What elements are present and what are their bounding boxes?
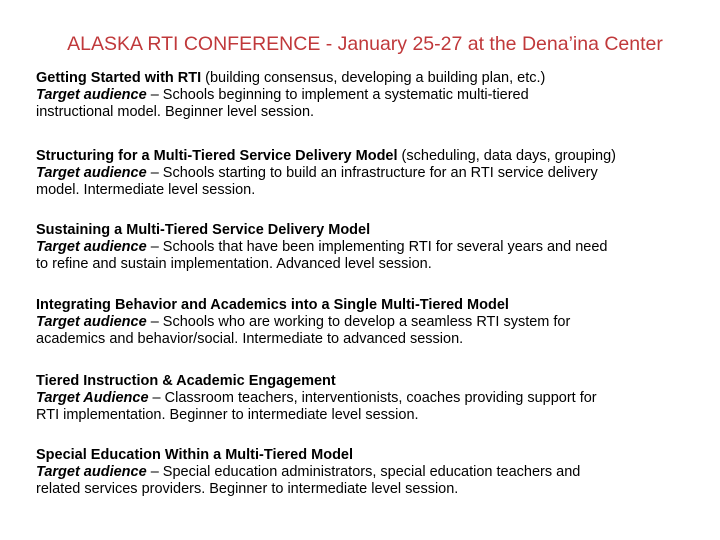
session-item <box>36 70 696 121</box>
audience-text-continued: model. Intermediate level session. <box>36 182 256 198</box>
session-heading <box>36 373 696 390</box>
session-item <box>36 447 696 498</box>
audience-label: Target audience <box>36 239 147 255</box>
audience-text-continued: to refine and sustain implementation. Advanced level session. <box>36 256 432 272</box>
audience-text: – Classroom teachers, interventionists, coaches providing support for <box>148 390 597 406</box>
session-name: Tiered Instruction & Academic Engagement <box>36 373 336 389</box>
session-item <box>36 373 696 424</box>
audience-label: Target audience <box>36 87 147 103</box>
session-audience <box>36 87 696 104</box>
audience-text-continued: RTI implementation. Beginner to intermediate level session. <box>36 407 419 423</box>
session-name: Sustaining a Multi-Tiered Service Delivery Model <box>36 222 371 238</box>
session-item <box>36 222 696 273</box>
session-item <box>36 148 696 199</box>
session-heading <box>36 297 696 314</box>
audience-text-continued: instructional model. Beginner level session. <box>36 104 315 120</box>
audience-label: Target Audience <box>36 390 149 406</box>
page-title: ALASKA RTI CONFERENCE - January 25-27 at the Dena’ina Center <box>67 33 663 55</box>
session-name: Special Education Within a Multi-Tiered Model <box>36 447 354 463</box>
audience-text: – Schools who are working to develop a seamless RTI system for <box>146 314 571 330</box>
audience-text: – Special education administrators, special education teachers and <box>146 464 581 480</box>
session-heading <box>36 148 696 165</box>
session-audience <box>36 314 696 331</box>
session-item <box>36 297 696 348</box>
session-audience <box>36 165 696 182</box>
session-name: Integrating Behavior and Academics into a Single Multi-Tiered Model <box>36 297 509 313</box>
session-heading <box>36 447 696 464</box>
audience-label: Target audience <box>36 464 147 480</box>
audience-text: – Schools beginning to implement a systematic multi-tiered <box>146 87 529 103</box>
audience-text-continued: academics and behavior/social. Intermediate to advanced session. <box>36 331 464 347</box>
session-note: (building consensus, developing a building plan, etc.) <box>201 70 546 86</box>
audience-text-continued: related services providers. Beginner to intermediate level session. <box>36 481 459 497</box>
audience-label: Target audience <box>36 314 147 330</box>
session-note: (scheduling, data days, grouping) <box>397 148 616 164</box>
audience-text: – Schools that have been implementing RTI for several years and need <box>146 239 608 255</box>
session-name: Structuring for a Multi-Tiered Service Delivery Model <box>36 148 398 164</box>
session-audience <box>36 464 696 481</box>
session-heading <box>36 70 696 87</box>
audience-text: – Schools starting to build an infrastructure for an RTI service delivery <box>146 165 598 181</box>
audience-label: Target audience <box>36 165 147 181</box>
session-heading <box>36 222 696 239</box>
session-audience <box>36 239 696 256</box>
session-name: Getting Started with RTI <box>36 70 202 86</box>
session-audience <box>36 390 696 407</box>
